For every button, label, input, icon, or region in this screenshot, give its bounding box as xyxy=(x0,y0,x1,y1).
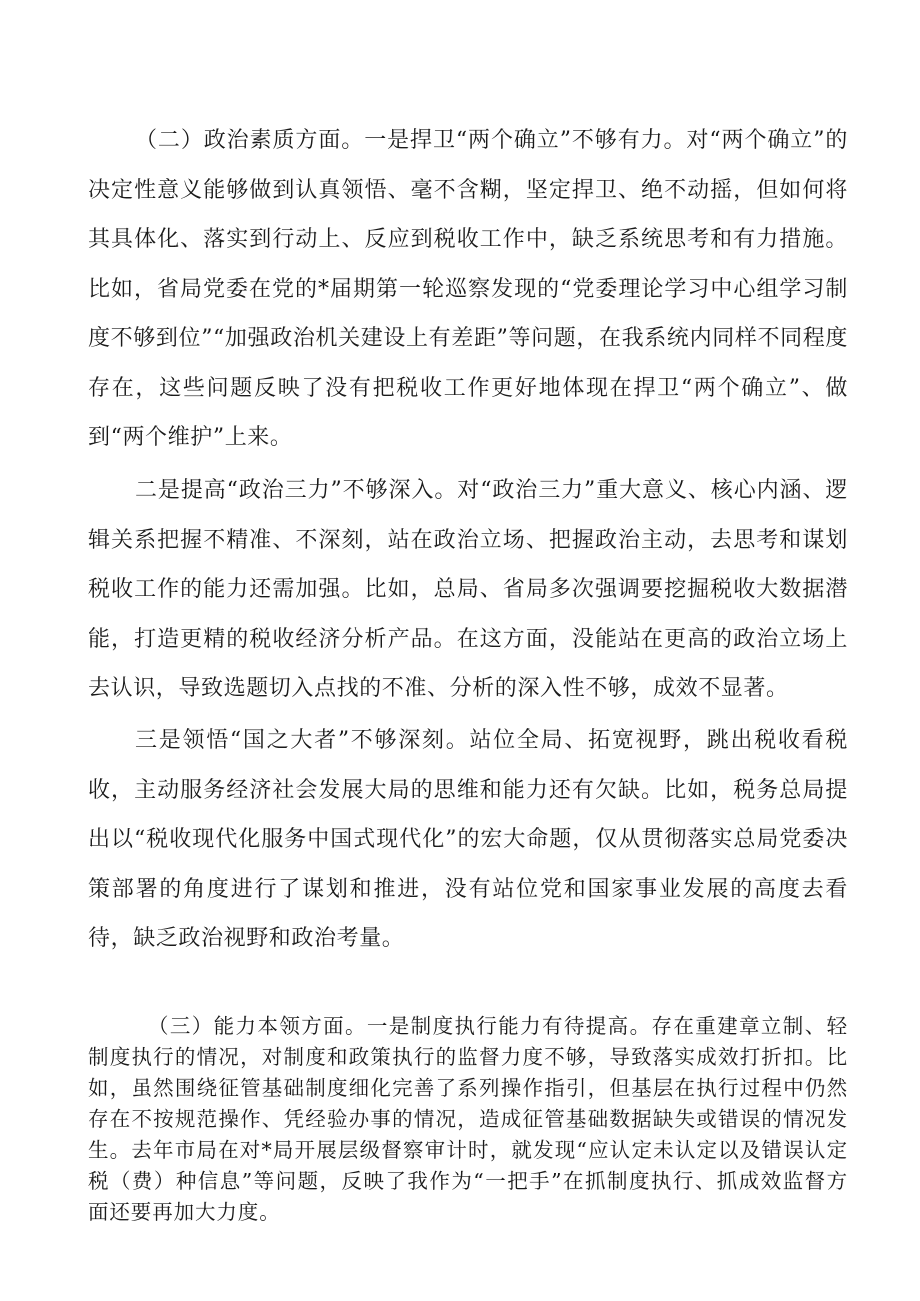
paragraph-ability-skills: （三）能力本领方面。一是制度执行能力有待提高。存在重建章立制、轻制度执行的情况，对制度和政策执行的监督力度不够，导致落实成效打折扣。比如，虽然围绕征管基础制度细化完善了系列操作指引，但基层在执行过程中仍然存在不按规范操作、凭经验办事的情况，造成征管基础数据缺失或错误的情况发生。去年市局在对*局开展层级督察审计时，就发现“应认定未认定以及错误认定税（费）种信息”等问题，反映了我作为“一把手”在抓制度执行、抓成效监督方面还要再加大力度。 xyxy=(88,1014,848,1224)
paragraph-guo-zhi-da-zhe: 三是领悟“国之大者”不够深刻。站位全局、拓宽视野，跳出税收看税收，主动服务经济社会发展大局的思维和能力还有欠缺。比如，税务总局提出以“税收现代化服务中国式现代化”的宏大命题，仅从贯彻落实总局党委决策部署的角度进行了谋划和推进，没有站位党和国家事业发展的高度去看待，缺乏政治视野和政治考量。 xyxy=(88,728,848,951)
paragraph-political-quality: （二）政治素质方面。一是捍卫“两个确立”不够有力。对“两个确立”的决定性意义能够做到认真领悟、毫不含糊，坚定捍卫、绝不动摇，但如何将其具体化、落实到行动上、反应到税收工作中，缺乏系统思考和有力措施。比如，省局党委在党的*届期第一轮巡察发现的“党委理论学习中心组学习制度不够到位”“加强政治机关建设上有差距”等问题，在我系统内同样不同程度存在，这些问题反映了没有把税收工作更好地体现在捍卫“两个确立”、做到“两个维护”上来。 xyxy=(88,128,848,450)
paragraph-political-three-abilities: 二是提高“政治三力”不够深入。对“政治三力”重大意义、核心内涵、逻辑关系把握不精准、不深刻，站在政治立场、把握政治主动，去思考和谋划税收工作的能力还需加强。比如，总局、省局多次强调要挖掘税收大数据潜能，打造更精的税收经济分析产品。在这方面，没能站在更高的政治立场上去认识，导致选题切入点找的不准、分析的深入性不够，成效不显著。 xyxy=(88,478,848,701)
